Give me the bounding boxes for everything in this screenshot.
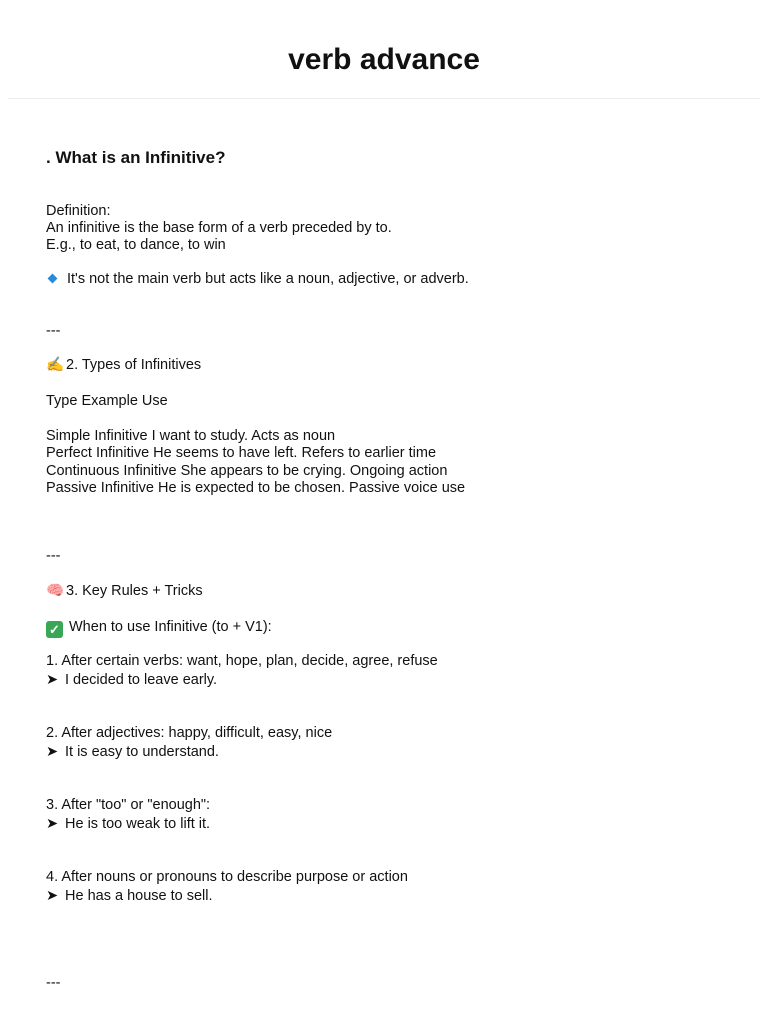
note-text: It's not the main verb but acts like a noun, adjective, or adverb. <box>67 271 469 287</box>
section3-subheading-text: When to use Infinitive (to + V1): <box>69 619 272 635</box>
types-table-row: Passive Infinitive He is expected to be chosen. Passive voice use <box>46 480 466 496</box>
rule-example-text: He has a house to sell. <box>65 888 213 904</box>
definition-examples: E.g., to eat, to dance, to win <box>46 237 226 253</box>
rule-example-text: I decided to leave early. <box>65 672 218 688</box>
section2-heading-text: 2. Types of Infinitives <box>66 357 202 373</box>
separator: --- <box>46 548 61 564</box>
separator: --- <box>46 323 61 339</box>
rule-example-text: He is too weak to lift it. <box>65 816 211 832</box>
types-table-row: Perfect Infinitive He seems to have left. Refers to earlier time <box>46 445 437 461</box>
rule-example <box>46 816 210 834</box>
rule-item: 2. After adjectives: happy, difficult, easy, nice <box>46 725 333 741</box>
rule-example <box>46 672 217 690</box>
types-table-header: Type Example Use <box>46 393 168 409</box>
blue-diamond-icon <box>48 273 58 283</box>
rule-example-text: It is easy to understand. <box>65 744 219 760</box>
rule-item: 4. After nouns or pronouns to describe purpose or action <box>46 869 408 885</box>
title-divider <box>8 98 760 99</box>
arrow-icon: ➤ <box>46 672 59 688</box>
check-mark-icon: ✓ <box>46 621 63 638</box>
definition-text: An infinitive is the base form of a verb preceded by to. <box>46 220 392 236</box>
rule-example <box>46 888 213 906</box>
section1-heading: . What is an Infinitive? <box>46 148 226 167</box>
writing-hand-icon: ✍️ <box>46 357 65 373</box>
section3-heading <box>46 583 203 601</box>
section2-heading <box>46 357 201 375</box>
page-title: verb advance <box>288 43 480 76</box>
separator: --- <box>46 975 61 991</box>
brain-icon: 🧠 <box>46 583 65 599</box>
arrow-icon: ➤ <box>46 888 59 904</box>
arrow-icon: ➤ <box>46 744 59 760</box>
section3-subheading <box>46 619 272 638</box>
note-line <box>46 271 469 289</box>
types-table-row: Simple Infinitive I want to study. Acts as noun <box>46 428 336 444</box>
rule-example <box>46 744 219 762</box>
arrow-icon: ➤ <box>46 816 59 832</box>
rule-item: 1. After certain verbs: want, hope, plan, decide, agree, refuse <box>46 653 438 669</box>
types-table-row: Continuous Infinitive She appears to be crying. Ongoing action <box>46 463 448 479</box>
rule-item: 3. After "too" or "enough": <box>46 797 211 813</box>
definition-label: Definition: <box>46 203 111 219</box>
section3-heading-text: 3. Key Rules + Tricks <box>66 583 203 599</box>
